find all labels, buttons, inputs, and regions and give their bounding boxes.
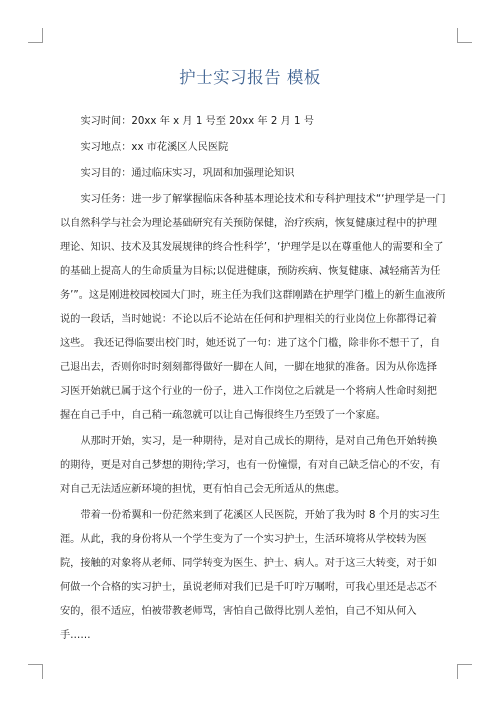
info-internship-location: 实习地点：xx 市花溪区人民医院 — [80, 142, 229, 153]
document-body — [60, 110, 446, 648]
info-internship-purpose: 实习目的：通过临床实习，巩固和加强理论知识 — [80, 168, 295, 179]
info-internship-time: 实习时间：20xx 年 x 月 1 号至 20xx 年 2 月 1 号 — [80, 116, 314, 127]
crop-mark-top-left — [28, 28, 43, 43]
crop-mark-bottom-right — [457, 664, 472, 679]
crop-mark-bottom-left — [28, 664, 43, 679]
paragraph-expectation: 从那时开始，实习，是一种期待，是对自己成长的期待，是对自己角色开始转换的期待，更是对自己梦想的期待;学习，也有一份憧憬，有对自己缺乏信心的不安，有对自己无法适应新环境的担忧，更有怕自己会无所适从的焦虑。 — [60, 436, 441, 495]
paragraph-internship-task: 实习任务：进一步了解掌握临床各种基本理论技术和专科护理技术“‘护理学是一门以自然科学与社会为理论基础研究有关预防保健，治疗疾病，恢复健康过程中的护理理论、知识、技术及其发展规律的终合性科学’，‘护理学是以在尊重他人的需要和全了的基础上提高人的生命质量为目标;以促进健康，预防疾病、恢复健康、减轻痛苦为任务’”。这是刚进校园校园大门时，班主任为我们这群刚踏在护理学门槛上的新生血液所说的一段话，当时她说：不论以后不论站在任何和护理相关的行业岗位上你都得记着这些。 我还记得临要出校门时，她还说了一句：进了这个门槛，除非你不想干了，自己退出去，否则你时时刻刻都得做好一脚在人间，一脚在地狱的准备。因为从你选择习医开始就已属于这个行业的一份子，进入工作岗位之后就是一个将病人性命时刻把握在自己手中，自己稍一疏忽就可以让自己悔很终生乃至毁了一个家庭。 — [60, 194, 446, 421]
document-title: 护士实习报告 模板 — [179, 68, 321, 87]
crop-mark-top-right — [457, 28, 472, 43]
paragraph-arrival: 带着一份希翼和一份茫然来到了花溪区人民医院，开始了我为时 8 个月的实习生涯。从此，我的身份将从一个学生变为了一个实习护士，生活环境将从学校转为医院，接触的对象将从老师、同学转变为医生、护士、病人。对于这三大转变，对于如何做一个合格的实习护士，虽说老师对我们已是千叮咛万嘱咐，可我心里还是忐忑不安的，很不适应，怕被带教老师骂，害怕自己做得比别人差怕，自己不知从何入手…… — [60, 510, 440, 641]
